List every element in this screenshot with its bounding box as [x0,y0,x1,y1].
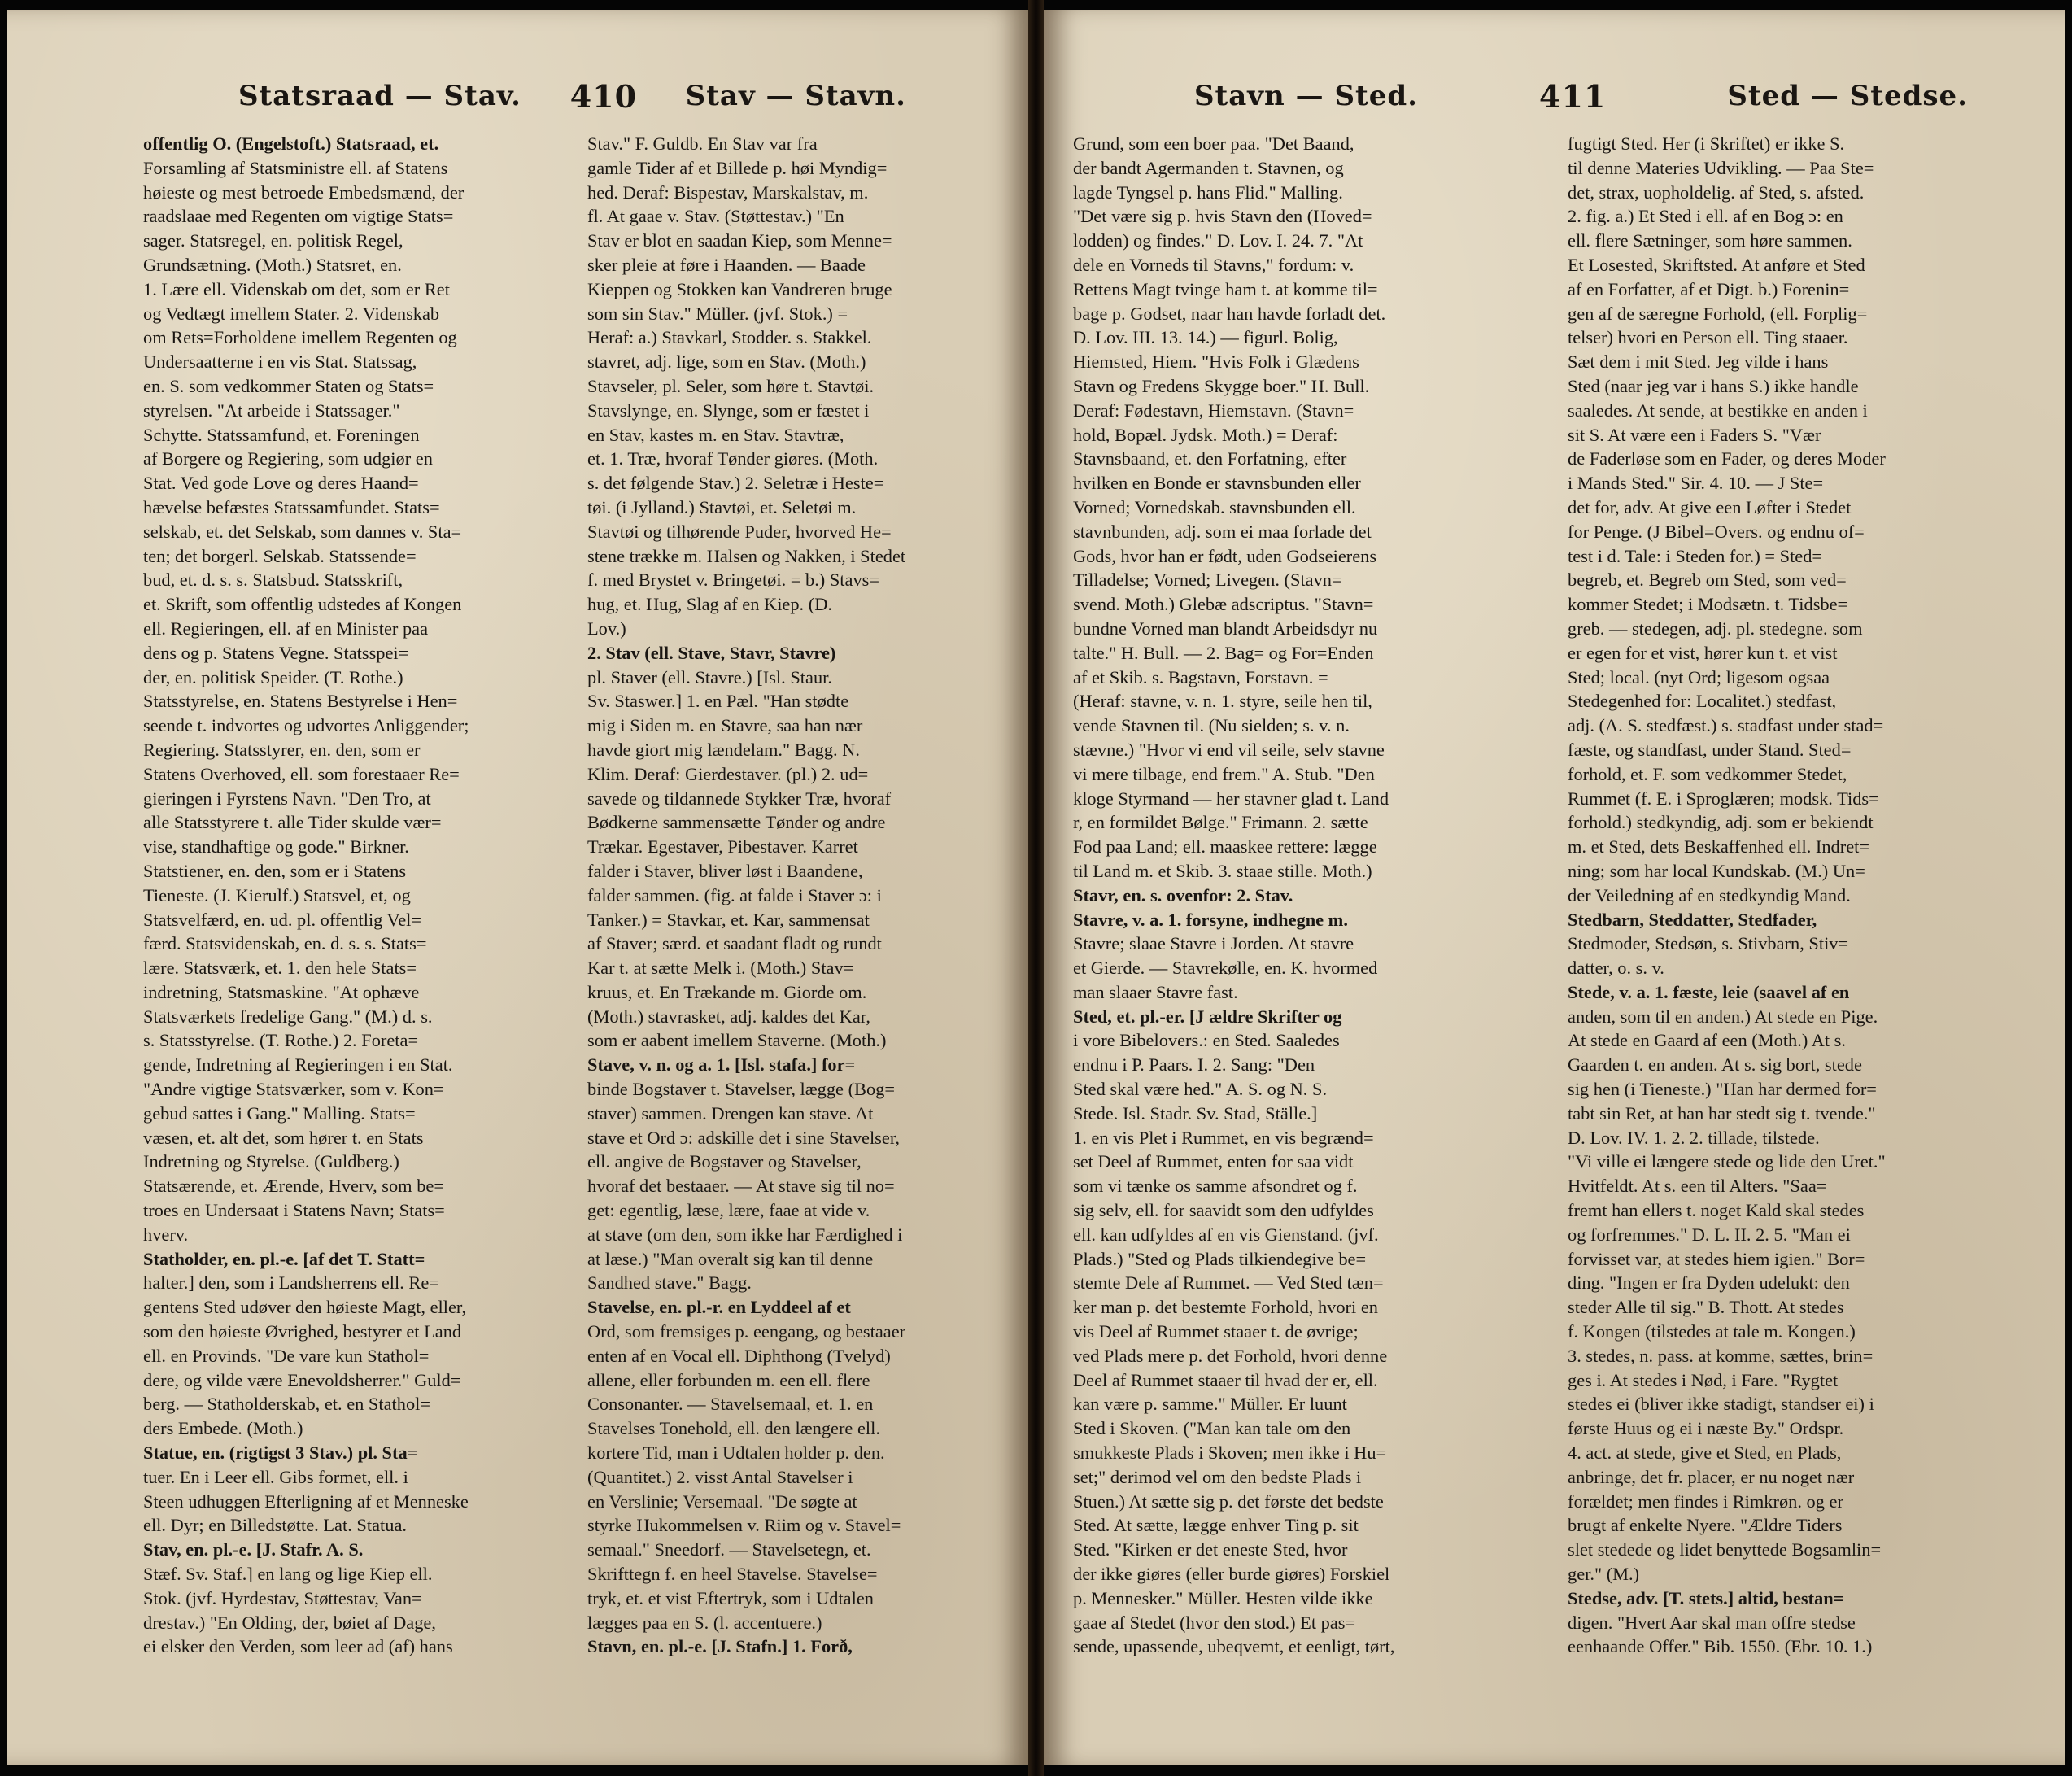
text-line: "Andre vigtige Statsværker, som v. Kon= [143,1079,444,1100]
text-line: selskab, et. det Selskab, som dannes v. Sta= [143,521,462,542]
text-line: styrke Hukommelsen v. Riim og v. Stavel= [587,1515,901,1536]
text-line: væsen, et. alt det, som hører t. en Stats [143,1127,424,1148]
text-line: Tanker.) = Stavkar, et. Kar, sammensat [587,909,870,930]
text-line: berg. — Statholderskab, et. en Stathol= [143,1394,430,1415]
left-page-column-2 [587,132,1014,1708]
text-line: Sted skal være hed." A. S. og N. S. [1073,1079,1328,1100]
text-line: og Vedtægt imellem Stater. 2. Videnskab [143,303,440,324]
text-line: Klim. Deraf: Gierdestaver. (pl.) 2. ud= [587,763,869,784]
text-line: stave et Ord ɔ: adskille det i sine Stavelser, [587,1127,900,1148]
text-line: kruus, et. En Trækande m. Giorde om. [587,981,867,1002]
text-line: Ord, som fremsiges p. eengang, og bestaaer [587,1321,906,1342]
text-line: indretning, Statsmaskine. "At ophæve [143,981,420,1002]
text-line: stævne.) "Hvor vi end vil seile, selv stavne [1073,739,1385,760]
text-line: Stave, v. n. og a. 1. [Isl. stafa.] for= [587,1054,856,1076]
text-line: falder sammen. (fig. at falde i Staver ɔ: i [587,884,882,905]
text-line: (Quantitet.) 2. visst Antal Stavelser i [587,1466,853,1487]
text-line: falder i Staver, bliver løst i Baandene, [587,860,863,881]
text-line: Tilladelse; Vorned; Livegen. (Stavn= [1073,569,1342,591]
text-line: færd. Statsvidenskab, en. d. s. s. Stats= [143,933,427,954]
text-line: telser) hvori en Person ell. Ting staaer. [1568,327,1848,348]
text-line: Stavre; slaae Stavre i Jorden. At stavre [1073,933,1354,954]
text-line: Schytte. Statssamfund, et. Foreningen [143,424,420,445]
text-line: som den høieste Øvrighed, bestyrer et Land [143,1321,462,1342]
text-line: alle Statsstyrere t. alle Tider skulde vær= [143,812,442,833]
text-line: saaledes. At sende, at bestikke en anden i [1568,399,1868,421]
text-line: bud, et. d. s. s. Statsbud. Statsskrift, [143,569,403,591]
text-line: brugt af enkelte Nyere. "Ældre Tiders [1568,1515,1843,1536]
text-line: At stede en Gaard af een (Moth.) At s. [1568,1030,1846,1051]
text-line: Sandhed stave." Bagg. [587,1272,752,1294]
text-line: gebud sattes i Gang." Malling. Stats= [143,1102,416,1124]
text-line: Stavnsbaand, et. den Forfatning, efter [1073,448,1347,469]
text-line: ell. angive de Bogstaver og Stavelser, [587,1151,862,1172]
text-line: anbringe, det fr. placer, er nu noget nær [1568,1466,1855,1487]
text-line: (Heraf: stavne, v. n. 1. styre, seile hen til, [1073,691,1372,712]
text-line: anden, som til en anden.) At stede en Pige. [1568,1006,1878,1027]
text-line: til denne Materies Udvikling. — Paa Ste= [1568,157,1874,178]
text-line: Statue, en. (rigtigst 3 Stav.) pl. Sta= [143,1442,418,1464]
text-line: Stav, en. pl.-e. [J. Stafr. A. S. [143,1539,364,1560]
text-line: slet stedede og lidet benyttede Bogsamlin= [1568,1539,1882,1560]
text-line: "Vi ville ei længere stede og lide den Uret." [1568,1151,1886,1172]
text-line: greb. — stedegen, adj. pl. stedegne. som [1568,617,1863,639]
text-line: talte." H. Bull. — 2. Bag= og For=Enden [1073,642,1374,663]
right-header-left-guideword: Stavn — Sted. [1194,80,1418,112]
text-line: Trækar. Egestaver, Pibestaver. Karret [587,836,858,857]
text-line: r, en formildet Bølge." Frimann. 2. sætte [1073,812,1368,833]
text-line: Stavelses Tonehold, ell. den længere ell. [587,1418,880,1439]
text-line: savede og tildannede Stykker Træ, hvoraf [587,788,892,809]
text-line: hvoraf det bestaaer. — At stave sig til no= [587,1176,895,1197]
text-line: ten; det borgerl. Selskab. Statssende= [143,545,417,566]
text-line: Kieppen og Stokken kan Vandreren bruge [587,278,892,299]
text-line: 1. en vis Plet i Rummet, en vis begrænd= [1073,1127,1374,1148]
text-line: D. Lov. III. 13. 14.) — figurl. Bolig, [1073,327,1338,348]
text-line: Stæf. Sv. Staf.] en lang og lige Kiep ell. [143,1564,433,1585]
text-line: Grundsætning. (Moth.) Statsret, en. [143,254,402,275]
text-line: seende t. indvortes og udvortes Anliggender; [143,715,469,736]
text-line: vis Deel af Rummet staaer t. de øvrige; [1073,1321,1359,1342]
text-line: det, strax, uopholdelig. af Sted, s. afsted. [1568,181,1865,203]
text-line: tøi. (i Jylland.) Stavtøi, et. Seletøi m. [587,496,857,517]
text-line: Stavelse, en. pl.-r. en Lyddeel af et [587,1297,851,1318]
text-line: tabt sin Ret, at han har stedt sig t. tvende." [1568,1102,1876,1124]
text-line: staver) sammen. Drengen kan stave. At [587,1102,874,1124]
text-line: Stede. Isl. Stadr. Sv. Stad, Ställe.] [1073,1102,1318,1124]
text-line: fæste, og standfast, under Stand. Sted= [1568,739,1852,760]
text-line: sig hen (i Tieneste.) "Han har dermed for= [1568,1079,1877,1100]
text-line: tuer. En i Leer ell. Gibs formet, ell. i [143,1466,408,1487]
text-line: Statsværkets fredelige Gang." (M.) d. s. [143,1006,433,1027]
text-line: bage p. Godset, naar han havde forladt det. [1073,303,1386,324]
text-line: af et Skib. s. Bagstavn, Forstavn. = [1073,666,1328,687]
text-line: endnu i P. Paars. I. 2. Sang: "Den [1073,1054,1315,1076]
text-line: en. S. som vedkommer Staten og Stats= [143,375,434,396]
text-line: som vi tænke os samme afsondret og f. [1073,1176,1358,1197]
text-line: Stavre, v. a. 1. forsyne, indhegne m. [1073,909,1348,930]
text-line: Gods, hvor han er født, uden Godseierens [1073,545,1377,566]
text-line: Forsamling af Statsministre ell. af Statens [143,157,448,178]
text-line: digen. "Hvert Aar skal man offre stedse [1568,1612,1856,1633]
text-line: af Borgere og Regiering, som udgiør en [143,448,433,469]
right-header-right-guideword: Sted — Stedse. [1727,80,1968,112]
text-line: Sv. Staswer.] 1. en Pæl. "Han stødte [587,691,849,712]
text-line: det for, adv. At give een Løfter i Stedet [1568,496,1852,517]
text-line: gamle Tider af et Billede p. høi Myndig= [587,157,888,178]
text-line: hed. Deraf: Bispestav, Marskalstav, m. [587,181,869,203]
text-line: Fod paa Land; ell. maaskee rettere: lægge [1073,836,1377,857]
text-line: styrelsen. "At arbeide i Statssager." [143,399,400,421]
text-line: Skrifttegn f. en heel Stavelse. Stavelse= [587,1564,878,1585]
text-line: ell. Regieringen, ell. af en Minister paa [143,617,429,639]
text-line: gen af de særegne Forhold, (ell. Forplig= [1568,303,1868,324]
text-line: hvilken en Bonde er stavnsbunden eller [1073,473,1361,494]
text-line: smukkeste Plads i Skoven; men ikke i Hu= [1073,1442,1387,1464]
left-header-left-guideword: Statsraad — Stav. [238,80,522,112]
text-line: ved Plads mere p. det Forhold, hvori denne [1073,1345,1388,1366]
text-line: Sted i Skoven. ("Man kan tale om den [1073,1418,1351,1439]
text-line: kloge Styrmand — her stavner glad t. Land [1073,788,1389,809]
text-line: ning; som har local Kundskab. (M.) Un= [1568,860,1865,881]
text-line: dere, og vilde være Enevoldsherrer." Guld= [143,1369,461,1390]
text-line: ker man p. det bestemte Forhold, hvori en [1073,1297,1378,1318]
text-line: lagde Tyngsel p. hans Flid." Malling. [1073,181,1343,203]
text-line: forældet; men findes i Rimkrøn. og er [1568,1490,1843,1512]
text-line: Stavseler, pl. Seler, som høre t. Stavtøi. [587,375,875,396]
left-page-number: 410 [569,77,638,115]
text-line: stavret, adj. lige, som en Stav. (Moth.) [587,351,866,373]
text-line: sig selv, ell. for saavidt som den udfyldes [1073,1200,1374,1221]
text-line: hverv. [143,1224,189,1245]
text-line: Statens Overhoved, ell. som forestaaer Re= [143,763,460,784]
text-line: forvisset var, at stedes hiem igien." Bor= [1568,1248,1865,1269]
text-line: første Huus og ei i næste By." Ordspr. [1568,1418,1844,1439]
text-line: Rettens Magt tvinge ham t. at komme til= [1073,278,1378,299]
text-line: gaae af Stedet (hvor den stod.) Et pas= [1073,1612,1356,1633]
text-line: Stok. (jvf. Hyrdestav, Støttestav, Van= [143,1587,422,1608]
text-line: sager. Statsregel, en. politisk Regel, [143,230,403,251]
text-line: at læse.) "Man overalt sig kan til denne [587,1248,874,1269]
text-line: Sted; local. (nyt Ord; ligesom ogsaa [1568,666,1830,687]
text-line: semaal." Sneedorf. — Stavelsetegn, et. [587,1539,871,1560]
text-line: kortere Tid, man i Udtalen holder p. den. [587,1442,885,1464]
text-line: er egen for et vist, hører kun t. et vist [1568,642,1838,663]
text-line: forhold, et. F. som vedkommer Stedet, [1568,763,1847,784]
text-line: 3. stedes, n. pass. at komme, sættes, brin= [1568,1345,1874,1366]
text-line: til Land m. et Skib. 3. staae stille. Moth.) [1073,860,1372,881]
text-line: mig i Siden m. en Stavre, saa han nær [587,715,863,736]
text-line: i vore Bibelovers.: en Sted. Saaledes [1073,1030,1340,1051]
text-line: gentens Sted udøver den høieste Magt, eller, [143,1297,467,1318]
text-line: ding. "Ingen er fra Dyden udelukt: den [1568,1272,1850,1294]
text-line: Stav er blot en saadan Kiep, som Menne= [587,230,892,251]
right-page-number: 411 [1539,77,1607,115]
text-line: Plads.) "Sted og Plads tilkiendegive be= [1073,1248,1367,1269]
text-line: Sted. At sætte, lægge enhver Ting p. sit [1073,1515,1359,1536]
text-line: hug, et. Hug, Slag af en Kiep. (D. [587,594,832,615]
book-gutter [1028,0,1044,1776]
text-line: lodden) og findes." D. Lov. I. 24. 7. "At [1073,230,1363,251]
text-line: ei elsker den Verden, som leer ad (af) hans [143,1636,453,1657]
text-line: datter, o. s. v. [1568,958,1664,979]
text-line: kan være p. samme." Müller. Er luunt [1073,1394,1347,1415]
text-line: om Rets=Forholdene imellem Regenten og [143,327,457,348]
text-line: i Mands Sted." Sir. 4. 10. — J Ste= [1568,473,1824,494]
text-line: for Penge. (J Bibel=Overs. og endnu of= [1568,521,1865,542]
text-line: der bandt Agermanden t. Stavnen, og [1073,157,1344,178]
text-line: en Stav, kastes m. en Stav. Stavtræ, [587,424,844,445]
text-line: vi mere tilbage, end frem." A. Stub. "Den [1073,763,1375,784]
text-line: "Det være sig p. hvis Stavn den (Hoved= [1073,206,1372,227]
text-line: Kar t. at sætte Melk i. (Moth.) Stav= [587,958,854,979]
text-line: vende Stavnen til. (Nu sielden; s. v. n. [1073,715,1350,736]
text-line: Deel af Rummet staaer til hvad der er, ell. [1073,1369,1378,1390]
left-page-column-1 [143,132,569,1708]
text-line: f. Kongen (tilstedes at tale m. Kongen.) [1568,1321,1856,1342]
text-line: test i d. Tale: i Steden for.) = Sted= [1568,545,1823,566]
text-line: tryk, et. et vist Eftertryk, som i Udtalen [587,1587,874,1608]
text-line: stedes ei (bliver ikke stadigt, standser ei) i [1568,1394,1874,1415]
text-line: Stat. Ved gode Love og deres Haand= [143,473,419,494]
text-line: der, en. politisk Speider. (T. Rothe.) [143,666,403,687]
text-line: Indretning og Styrelse. (Guldberg.) [143,1151,399,1172]
text-line: Stavslynge, en. Slynge, som er fæstet i [587,399,870,421]
text-line: Stedbarn, Steddatter, Stedfader, [1568,909,1817,930]
text-line: Consonanter. — Stavelsemaal, et. 1. en [587,1394,874,1415]
text-line: Deraf: Fødestavn, Hiemstavn. (Stavn= [1073,399,1354,421]
text-line: Steen udhuggen Efterligning af et Menneske [143,1490,469,1512]
text-line: fl. At gaae v. Stav. (Støttestav.) "En [587,206,844,227]
text-line: Tieneste. (J. Kierulf.) Statsvel, et, og [143,884,411,905]
text-line: D. Lov. IV. 1. 2. 2. tillade, tilstede. [1568,1127,1820,1148]
text-line: Stedse, adv. [T. stets.] altid, bestan= [1568,1587,1844,1608]
text-line: Gaarden t. en anden. At s. sig bort, stede [1568,1054,1862,1076]
text-line: vise, standhaftige og gode." Birkner. [143,836,409,857]
text-line: Stede, v. a. 1. fæste, leie (saavel af en [1568,981,1850,1002]
text-line: offentlig O. (Engelstoft.) Statsraad, et. [143,133,439,154]
text-line: gende, Indretning af Regieringen i en Stat. [143,1054,453,1076]
left-page-columns [143,132,1014,1708]
left-header-right-guideword: Stav — Stavn. [685,80,906,112]
text-line: Heraf: a.) Stavkarl, Stodder. s. Stakkel. [587,327,872,348]
text-line: af en Forfatter, af et Digt. b.) Forenin= [1568,278,1850,299]
text-line: stene trække m. Halsen og Nakken, i Stedet [587,545,906,566]
text-line: kommer Stedet; i Modsætn. t. Tidsbe= [1568,594,1848,615]
text-line: eenhaande Offer." Bib. 1550. (Ebr. 10. 1.) [1568,1636,1873,1657]
text-line: hold, Bopæl. Jydsk. Moth.) = Deraf: [1073,424,1338,445]
text-line: dele en Vorneds til Stavns," fordum: v. [1073,254,1354,275]
text-line: ell. en Provinds. "De vare kun Stathol= [143,1345,430,1366]
text-line: fremt han ellers t. noget Kald skal stedes [1568,1200,1865,1221]
text-line: ders Embede. (Moth.) [143,1418,303,1439]
text-line: Stavn og Fredens Skygge boer." H. Bull. [1073,375,1370,396]
text-line: begreb, et. Begreb om Sted, som ved= [1568,569,1847,591]
text-line: Bødkerne sammensætte Tønder og andre [587,812,886,833]
text-line: Stedegenhed for: Localitet.) stedfast, [1568,691,1837,712]
left-page [7,10,1028,1765]
text-line: Stavr, en. s. ovenfor: 2. Stav. [1073,884,1293,905]
text-line: Stedmoder, Stedsøn, s. Stivbarn, Stiv= [1568,933,1849,954]
right-page-column-2 [1568,132,2044,1708]
text-line: halter.] den, som i Landsherrens ell. Re= [143,1272,439,1294]
text-line: adj. (A. S. stedfæst.) s. stadfast under stad= [1568,715,1884,736]
text-line: binde Bogstaver t. Stavelser, lægge (Bog= [587,1079,896,1100]
text-line: sker pleie at føre i Haanden. — Baade [587,254,866,275]
text-line: ell. Dyr; en Billedstøtte. Lat. Statua. [143,1515,407,1536]
text-line: man slaaer Stavre fast. [1073,981,1238,1002]
text-line: dens og p. Statens Vegne. Statsspei= [143,642,409,663]
text-line: Stavn, en. pl.-e. [J. Stafn.] 1. Forð, [587,1636,853,1657]
text-line: ell. kan udfyldes af en vis Gienstand. (jvf. [1073,1224,1379,1245]
text-line: Sæt dem i mit Sted. Jeg vilde i hans [1568,351,1829,373]
text-line: stavnbunden, adj. som ei maa forlade det [1073,521,1372,542]
text-line: troes en Undersaat i Statens Navn; Stats= [143,1200,445,1221]
text-line: gieringen i Fyrstens Navn. "Den Tro, at [143,788,431,809]
text-line: Grund, som een boer paa. "Det Baand, [1073,133,1354,154]
text-line: lære. Statsværk, et. 1. den hele Stats= [143,958,417,979]
text-line: af Staver; særd. et saadant fladt og rundt [587,933,882,954]
text-line: der ikke giøres (eller burde giøres) Forskiel [1073,1564,1390,1585]
text-line: pl. Staver (ell. Stavre.) [Isl. Staur. [587,666,832,687]
text-line: fugtigt Sted. Her (i Skriftet) er ikke S. [1568,133,1845,154]
text-line: Sted. "Kirken er det eneste Sted, hvor [1073,1539,1348,1560]
text-line: Statsvelfærd, en. ud. pl. offentlig Vel= [143,909,422,930]
text-line: raadslaae med Regenten om vigtige Stats= [143,206,454,227]
text-line: Rummet (f. E. i Sproglæren; modsk. Tids= [1568,788,1879,809]
text-line: som sin Stav." Müller. (jvf. Stok.) = [587,303,848,324]
left-page-header [238,73,906,119]
text-line: Stuen.) At sætte sig p. det første det bedste [1073,1490,1384,1512]
text-line: Sted (naar jeg var i hans S.) ikke handle [1568,375,1859,396]
text-line: som er aabent imellem Staverne. (Moth.) [587,1030,887,1051]
text-line: f. med Brystet v. Bringetøi. = b.) Stavs= [587,569,880,591]
text-line: de Faderløse som en Fader, og deres Moder [1568,448,1886,469]
text-line: 4. act. at stede, give et Sted, en Plads, [1568,1442,1842,1464]
text-line: lægges paa en S. (l. accentuere.) [587,1612,822,1633]
text-line: at stave (om den, som ikke har Færdighed i [587,1224,903,1245]
text-line: s. det følgende Stav.) 2. Seletræ i Heste= [587,473,884,494]
right-page [1044,10,2065,1765]
text-line: get: egentlig, læse, lære, faae at vide v. [587,1200,870,1221]
text-line: en Verslinie; Versemaal. "De søgte at [587,1490,857,1512]
text-line: 2. Stav (ell. Stave, Stavr, Stavre) [587,642,836,663]
text-line: høieste og mest betroede Embedsmænd, der [143,181,465,203]
text-line: Stav." F. Guldb. En Stav var fra [587,133,818,154]
text-line: Hvitfeldt. At s. een til Alters. "Saa= [1568,1176,1827,1197]
text-line: ges i. At stedes i Nød, i Fare. "Rygtet [1568,1369,1839,1390]
text-line: Statsstyrelse, en. Statens Bestyrelse i Hen= [143,691,458,712]
text-line: ell. flere Sætninger, som høre sammen. [1568,230,1852,251]
text-line: Statsærende, et. Ærende, Hverv, som be= [143,1176,444,1197]
text-line: Undersaatterne i en vis Stat. Statssag, [143,351,417,373]
text-line: et. 1. Træ, hvoraf Tønder giøres. (Moth. [587,448,879,469]
text-line: Statholder, en. pl.-e. [af det T. Statt= [143,1248,425,1269]
text-line: der Veiledning af en stedkyndig Mand. [1568,884,1851,905]
text-line: sende, upassende, ubeqvemt, et eenligt, tørt, [1073,1636,1395,1657]
text-line: Hiemsted, Hiem. "Hvis Folk i Glædens [1073,351,1359,373]
text-line: Sted, et. pl.-er. [J ældre Skrifter og [1073,1006,1342,1027]
text-line: hævelse befæstes Statssamfundet. Stats= [143,496,440,517]
text-line: havde giort mig lændelam." Bagg. N. [587,739,860,760]
text-line: s. Statsstyrelse. (T. Rothe.) 2. Foreta= [143,1030,419,1051]
text-line: Regiering. Statsstyrer, en. den, som er [143,739,421,760]
text-line: drestav.) "En Olding, der, bøiet af Dage, [143,1612,436,1633]
text-line: m. et Sted, dets Beskaffenhed ell. Indret= [1568,836,1869,857]
text-line: svend. Moth.) Glebæ adscriptus. "Stavn= [1073,594,1374,615]
text-line: enten af en Vocal ell. Diphthong (Tvelyd) [587,1345,891,1366]
text-line: 1. Lære ell. Videnskab om det, som er Ret [143,278,450,299]
text-line: Stavtøi og tilhørende Puder, hvorved He= [587,521,892,542]
text-line: steder Alle til sig." B. Thott. At stedes [1568,1297,1844,1318]
text-line: ger." (M.) [1568,1564,1640,1585]
text-line: p. Mennesker." Müller. Hesten vilde ikke [1073,1587,1373,1608]
text-line: 2. fig. a.) Et Sted i ell. af en Bog ɔ: en [1568,206,1843,227]
right-page-columns [1073,132,2044,1708]
text-line: stemte Dele af Rummet. — Ved Sted tæn= [1073,1272,1384,1294]
text-line: Lov.) [587,617,626,639]
text-line: Statstiener, en. den, som er i Statens [143,860,407,881]
right-page-column-1 [1073,132,1550,1708]
text-line: Vorned; Vornedskab. stavnsbunden ell. [1073,496,1356,517]
text-line: bundne Vorned man blandt Arbeidsdyr nu [1073,617,1378,639]
text-line: allene, eller forbunden m. een ell. flere [587,1369,870,1390]
text-line: set;" derimod vel om den bedste Plads i [1073,1466,1362,1487]
text-line: og forfremmes." D. L. II. 2. 5. "Man ei [1568,1224,1851,1245]
text-line: sit S. At være een i Faders S. "Vær [1568,424,1821,445]
text-line: et. Skrift, som offentlig udstedes af Kongen [143,594,462,615]
text-line: set Deel af Rummet, enten for saa vidt [1073,1151,1354,1172]
text-line: Et Losested, Skriftsted. At anføre et Sted [1568,254,1865,275]
text-line: forhold.) stedkyndig, adj. som er bekiendt [1568,812,1874,833]
right-page-header [1194,73,1968,119]
text-line: et Gierde. — Stavrekølle, en. K. hvormed [1073,958,1378,979]
text-line: (Moth.) stavrasket, adj. kaldes det Kar, [587,1006,870,1027]
